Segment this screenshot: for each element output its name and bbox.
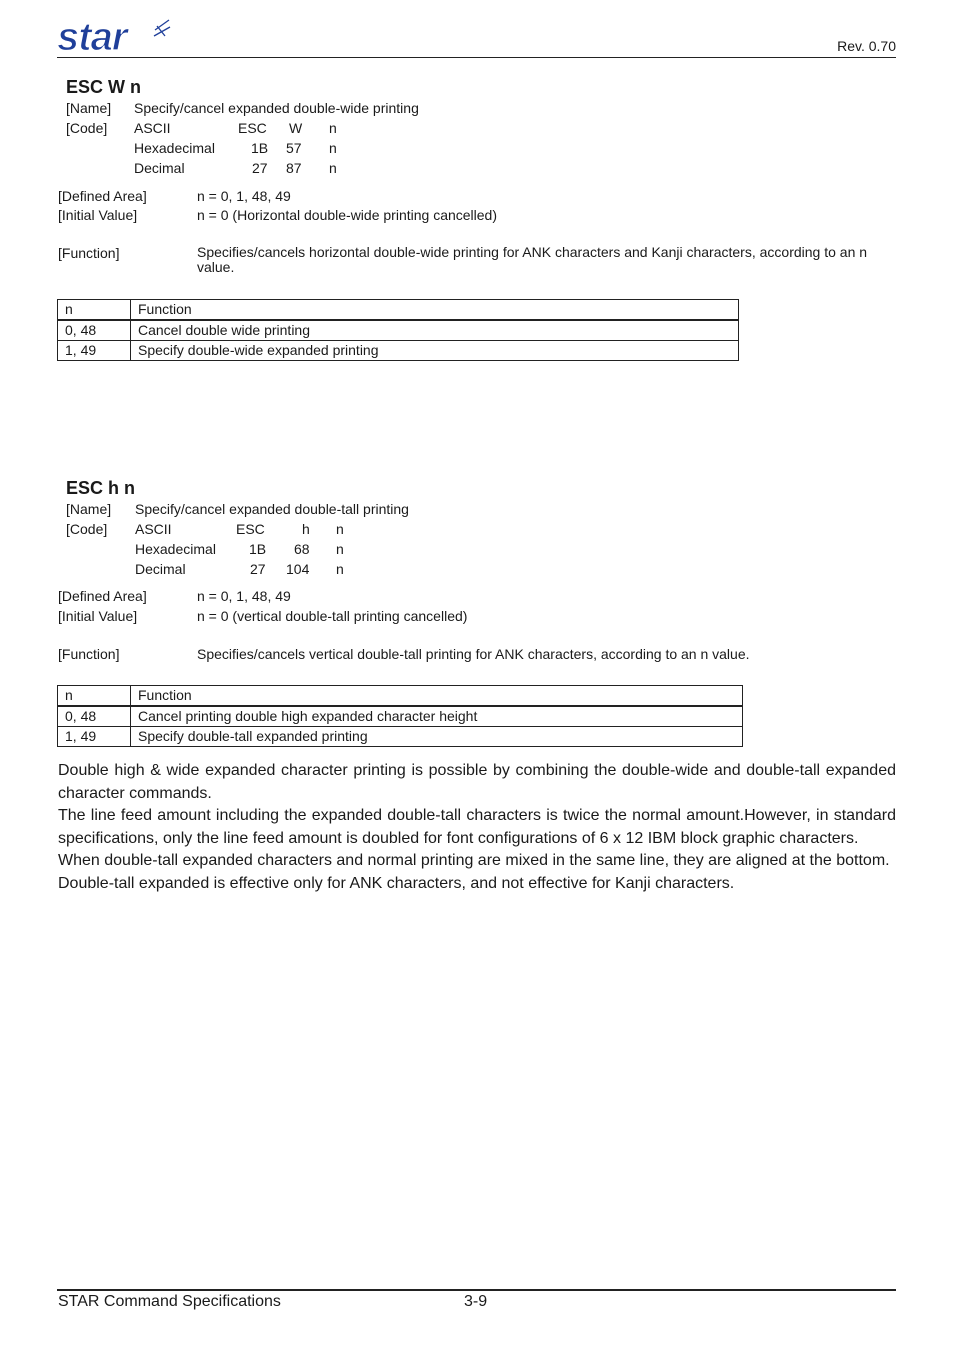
star-spark-icon: [154, 20, 170, 36]
svg-text:star: star: [57, 16, 127, 56]
command-name: Specify/cancel expanded double-wide printing: [134, 100, 419, 116]
code-byte: n: [329, 140, 337, 156]
footer-doc-title: STAR Command Specifications: [58, 1293, 281, 1310]
code-byte: 1B: [249, 541, 267, 557]
code-row-label: Hexadecimal: [135, 541, 216, 557]
code-byte: W: [289, 120, 303, 136]
notes-block: [58, 760, 896, 896]
defined-area-label: [Defined Area]: [58, 588, 147, 604]
code-row-label: Decimal: [135, 561, 186, 577]
code-byte: 87: [286, 160, 302, 176]
code-label: [Code]: [66, 521, 108, 537]
function-table: [57, 299, 739, 361]
code-row-label: ASCII: [135, 521, 172, 537]
table-row: [58, 320, 739, 341]
header-rule: [57, 57, 896, 58]
defined-area-value: n = 0, 1, 48, 49: [197, 588, 291, 604]
initial-value-label: [Initial Value]: [58, 608, 138, 624]
code-byte: 104: [286, 561, 310, 577]
code-byte: n: [329, 120, 337, 136]
note-paragraph: When double-tall expanded characters and normal printing are mixed in the same line, they are aligned at the bottom.: [58, 852, 890, 870]
function-description: Specifies/cancels vertical double-tall printing for ANK characters, according to an n value.: [197, 646, 750, 662]
table-header-cell: n: [58, 300, 131, 321]
code-byte: n: [336, 541, 344, 557]
code-label: [Code]: [66, 120, 108, 136]
star-logo: [57, 16, 175, 56]
name-label: [Name]: [66, 501, 112, 517]
table-cell: Specify double-wide expanded printing: [131, 341, 739, 361]
note-paragraph: The line feed amount including the expanded double-tall characters is twice the normal amount.However, in standard specifications, only the line feed amount is doubled for font configurations of 6 x 12 IBM block graphic characters.: [58, 807, 896, 847]
table-header-row: [58, 686, 743, 707]
initial-value: n = 0 (vertical double-tall printing cancelled): [197, 608, 468, 624]
code-byte: 1B: [251, 140, 269, 156]
table-header-cell: Function: [131, 300, 739, 321]
code-byte: 27: [250, 561, 266, 577]
code-row-label: ASCII: [134, 120, 171, 136]
footer-rule: [57, 1289, 896, 1291]
function-description: Specifies/cancels horizontal double-wide printing for ANK characters and Kanji characters, according to an n value.: [197, 244, 868, 275]
table-cell: 1, 49: [58, 341, 131, 361]
command-title: ESC h n: [66, 478, 136, 498]
code-row-label: Decimal: [134, 160, 185, 176]
table-row: [58, 727, 743, 747]
function-table: [57, 685, 743, 747]
code-byte: ESC: [236, 521, 265, 537]
command-name: Specify/cancel expanded double-tall printing: [135, 501, 409, 517]
code-byte: 68: [294, 541, 310, 557]
code-byte: 27: [252, 160, 268, 176]
table-cell: 0, 48: [58, 320, 131, 341]
function-label: [Function]: [58, 245, 120, 261]
code-byte: n: [336, 561, 344, 577]
command-title: ESC W n: [66, 77, 141, 97]
table-cell: 1, 49: [58, 727, 131, 747]
defined-area-label: [Defined Area]: [58, 188, 147, 204]
table-cell: 0, 48: [58, 706, 131, 727]
code-byte: h: [302, 521, 310, 537]
table-cell: Cancel printing double high expanded character height: [131, 706, 743, 727]
table-header-cell: n: [58, 686, 131, 707]
code-byte: n: [336, 521, 344, 537]
function-label: [Function]: [58, 646, 120, 662]
table-cell: Specify double-tall expanded printing: [131, 727, 743, 747]
code-byte: n: [329, 160, 337, 176]
initial-value: n = 0 (Horizontal double-wide printing cancelled): [197, 207, 498, 223]
table-cell: Cancel double wide printing: [131, 320, 739, 341]
table-row: [58, 341, 739, 361]
table-header-row: [58, 300, 739, 321]
name-label: [Name]: [66, 100, 112, 116]
page-number: 3-9: [464, 1293, 488, 1310]
note-paragraph: Double high & wide expanded character printing is possible by combining the double-wide and double-tall expanded character commands.: [58, 762, 896, 802]
revision-label: Rev. 0.70: [837, 38, 896, 54]
note-paragraph: Double-tall expanded is effective only for ANK characters, and not effective for Kanji characters.: [58, 874, 735, 892]
table-header-cell: Function: [131, 686, 743, 707]
code-byte: 57: [286, 140, 302, 156]
code-row-label: Hexadecimal: [134, 140, 215, 156]
table-row: [58, 706, 743, 727]
defined-area-value: n = 0, 1, 48, 49: [197, 188, 291, 204]
code-byte: ESC: [238, 120, 267, 136]
initial-value-label: [Initial Value]: [58, 207, 138, 223]
